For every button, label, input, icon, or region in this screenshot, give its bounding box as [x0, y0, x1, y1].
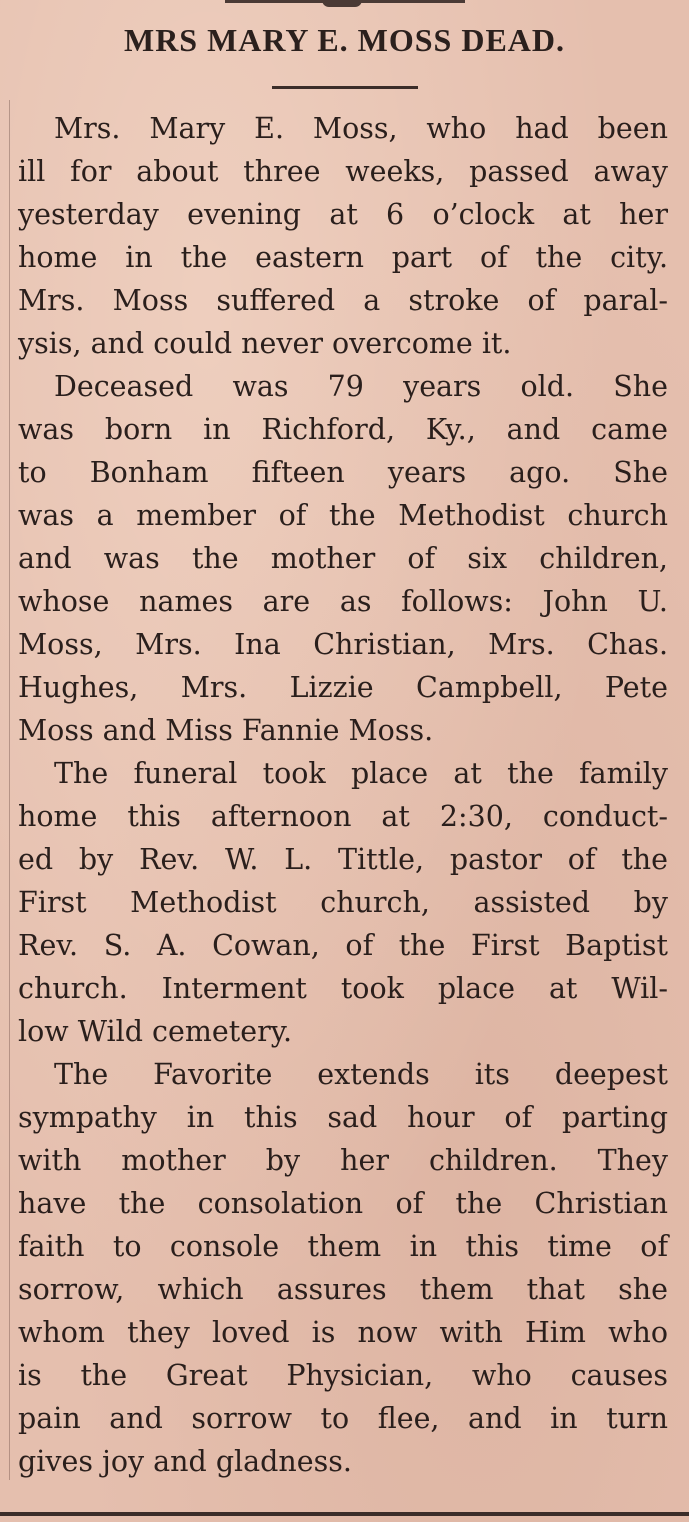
text-line: home this afternoon at 2:30, conduct- [18, 800, 668, 833]
text-line: was born in Richford, Ky., and came [18, 413, 668, 446]
paragraph [18, 752, 668, 1053]
text-line: to Bonham fifteen years ago. She [18, 456, 668, 489]
bottom-rule [0, 1512, 689, 1516]
text-line: Rev. S. A. Cowan, of the First Baptist [18, 929, 668, 962]
text-line: home in the eastern part of the city. [18, 241, 668, 274]
text-line: Moss and Miss Fannie Moss. [18, 714, 434, 747]
column-rule [9, 100, 10, 1480]
text-line: Deceased was 79 years old. She [54, 370, 668, 403]
text-line: was a member of the Methodist church [18, 499, 668, 532]
text-line: and was the mother of six children, [18, 542, 668, 575]
text-line: Moss, Mrs. Ina Christian, Mrs. Chas. [18, 628, 668, 661]
text-line: gives joy and gladness. [18, 1445, 352, 1478]
paragraph [18, 107, 668, 365]
text-line: whose names are as follows: John U. [18, 585, 668, 618]
text-line: low Wild cemetery. [18, 1015, 293, 1048]
headline: MRS MARY E. MOSS DEAD. [123, 22, 566, 58]
text-line: The funeral took place at the family [54, 757, 668, 790]
text-line: whom they loved is now with Him who [18, 1316, 668, 1349]
text-line: First Methodist church, assisted by [18, 886, 668, 919]
text-line: ill for about three weeks, passed away [18, 155, 668, 188]
headline-rule [272, 86, 418, 89]
text-line: ed by Rev. W. L. Tittle, pastor of the [18, 843, 668, 876]
text-line: The Favorite extends its deepest [54, 1058, 668, 1091]
text-line: ysis, and could never overcome it. [18, 327, 512, 360]
text-line: Hughes, Mrs. Lizzie Campbell, Pete [18, 671, 668, 704]
text-line: pain and sorrow to flee, and in turn [18, 1402, 668, 1435]
paragraph [18, 365, 668, 752]
text-line: with mother by her children. They [18, 1144, 668, 1177]
text-line: faith to console them in this time of [18, 1230, 668, 1263]
text-line: Mrs. Moss suffered a stroke of paral- [18, 284, 668, 317]
text-line: church. Interment took place at Wil- [18, 972, 668, 1005]
text-line: sympathy in this sad hour of parting [18, 1101, 668, 1134]
top-rule-ornament [322, 0, 362, 7]
text-line: Mrs. Mary E. Moss, who had been [54, 112, 668, 145]
text-line: sorrow, which assures them that she [18, 1273, 668, 1306]
text-line: have the consolation of the Christian [18, 1187, 668, 1220]
article-body [18, 107, 668, 1483]
text-line: yesterday evening at 6 o’clock at her [18, 198, 668, 231]
paragraph [18, 1053, 668, 1483]
text-line: is the Great Physician, who causes [18, 1359, 668, 1392]
